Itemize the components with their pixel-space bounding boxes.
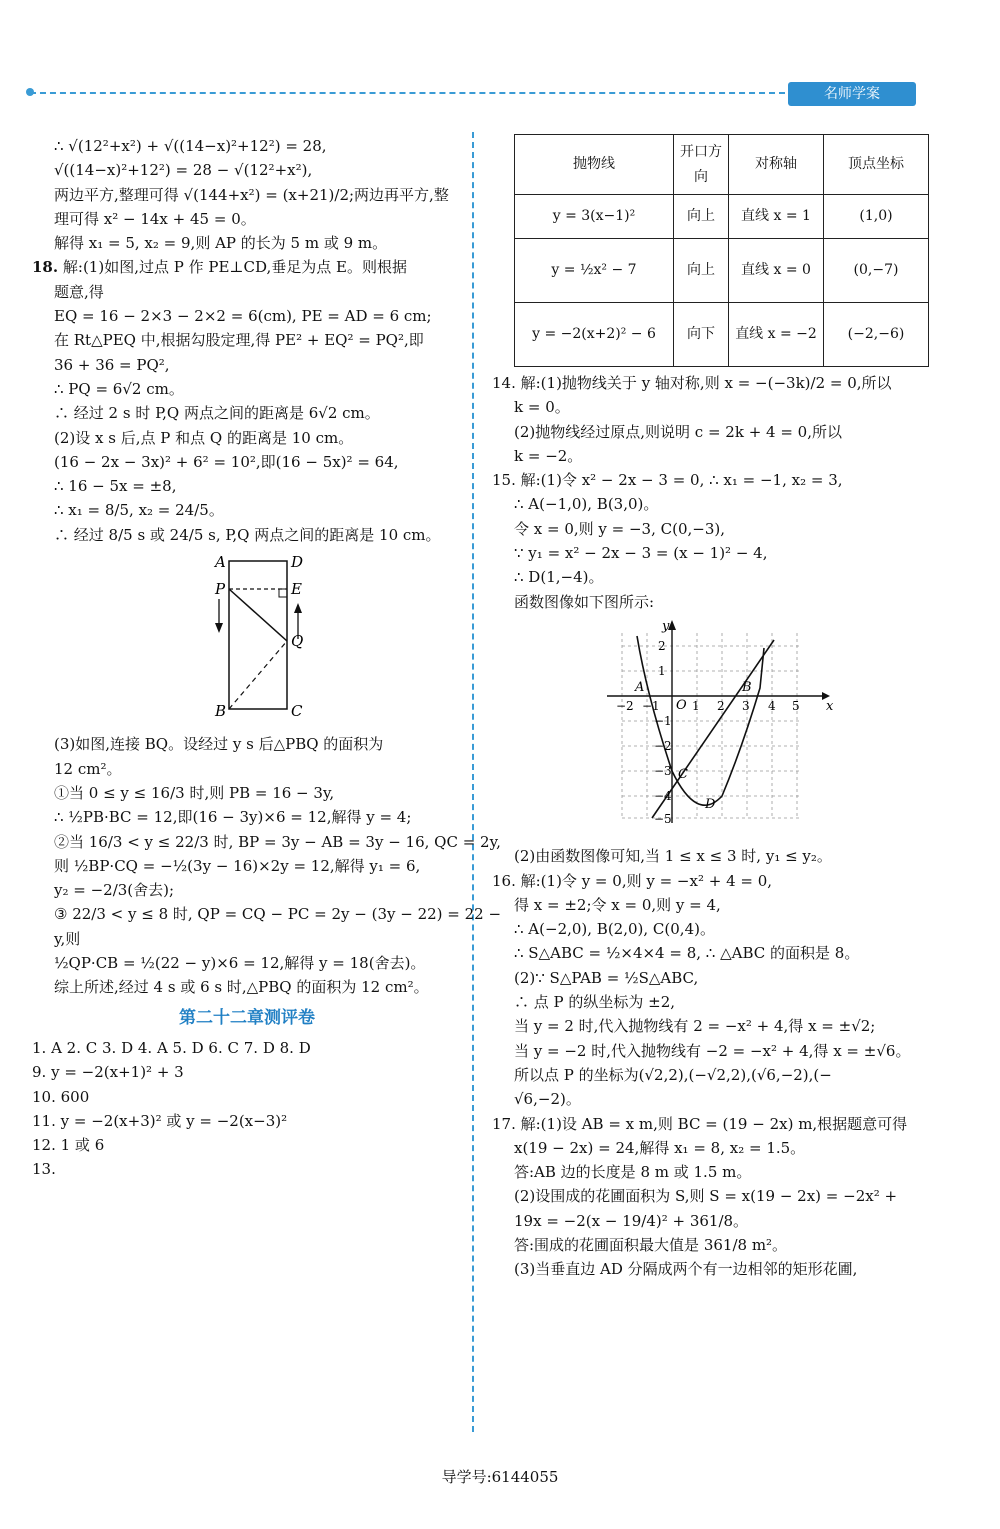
text-line: ①当 0 ≤ y ≤ 16/3 时,则 PB = 16 − 3y,: [54, 783, 335, 802]
point-d-label: D: [705, 796, 716, 812]
point-a-label: A: [635, 679, 645, 695]
geometry-diagram: [32, 551, 462, 721]
text-line: ∴ PQ = 6√2 cm。: [54, 379, 184, 398]
right-column: [492, 134, 932, 1282]
table-cell: (−2,−6): [824, 303, 929, 367]
table-row: [515, 303, 929, 367]
text-line: ∴ D(1,−4)。: [514, 568, 604, 587]
text-line: 两边平方,整理可得 √(144+x²) = (x+21)/2;两边再平方,整: [54, 185, 449, 204]
text-line: 16. 解:(1)令 y = 0,则 y = −x² + 4 = 0,: [492, 871, 773, 890]
text-line: ∴ 经过 8/5 s 或 24/5 s, P,Q 两点之间的距离是 10 cm。: [54, 525, 441, 544]
text-line: 则 ½BP·CQ = −½(3y − 16)×2y = 12,解得 y₁ = 6,: [54, 856, 421, 875]
point-c-label: C: [678, 766, 688, 782]
text-line: 17. 解:(1)设 AB = x m,则 BC = (19 − 2x) m,根据题意可得: [492, 1114, 908, 1133]
text-line: 得 x = ±2;令 x = 0,则 y = 4,: [514, 895, 721, 914]
table-cell: y = −2(x+2)² − 6: [515, 303, 674, 367]
label-q: Q: [291, 632, 304, 651]
text-line: k = −2。: [514, 446, 583, 465]
brand-badge: 名师学案: [788, 82, 916, 106]
label-b: B: [215, 702, 227, 721]
axis-y-label: y: [662, 618, 670, 634]
text-line: ∴ S△ABC = ½×4×4 = 8, ∴ △ABC 的面积是 8。: [514, 944, 860, 963]
question-18: [32, 255, 462, 279]
text-line: 在 Rt△PEQ 中,根据勾股定理,得 PE² + EQ² = PQ²,即: [54, 331, 424, 350]
text-line: 解得 x₁ = 5, x₂ = 9,则 AP 的长为 5 m 或 9 m。: [54, 234, 388, 253]
text-line: √((14−x)²+12²) = 28 − √(12²+x²),: [54, 161, 313, 180]
function-graph: [492, 618, 932, 840]
label-p: P: [215, 580, 226, 599]
text-line: √6,−2)。: [514, 1090, 581, 1109]
text-line: ②当 16/3 < y ≤ 22/3 时, BP = 3y − AB = 3y − 16, QC = 2y,: [54, 832, 501, 851]
label-a: A: [215, 553, 226, 572]
label-e: E: [291, 580, 302, 599]
text-line: (3)当垂直边 AD 分隔成两个有一边相邻的矩形花圃,: [514, 1260, 858, 1279]
text-line: 19x = −2(x − 19/4)² + 361/8。: [514, 1211, 749, 1230]
text-line: (16 − 2x − 3x)² + 6² = 10²,即(16 − 5x)² = 64,: [54, 452, 399, 471]
text-line: (2)设 x s 后,点 P 和点 Q 的距离是 10 cm。: [54, 428, 354, 447]
answer-line: 10. 600: [32, 1087, 90, 1106]
x-tick: 4: [768, 698, 776, 713]
parabola-graph: [492, 618, 932, 833]
text-line: 14. 解:(1)抛物线关于 y 轴对称,则 x = −(−3k)/2 = 0,所以: [492, 374, 892, 392]
label-c: C: [291, 702, 303, 721]
text-line: (2)抛物线经过原点,则说明 c = 2k + 4 = 0,所以: [514, 422, 842, 441]
text-line: x(19 − 2x) = 24,解得 x₁ = 8, x₂ = 1.5。: [514, 1138, 806, 1157]
point-b-label: B: [742, 679, 752, 695]
text-line: 答:围成的花圃面积最大值是 361/8 m²。: [514, 1236, 788, 1255]
text-line: (2)∵ S△PAB = ½S△ABC,: [514, 968, 699, 987]
axis-x-label: x: [826, 698, 834, 714]
text-line: ∵ y₁ = x² − 2x − 3 = (x − 1)² − 4,: [514, 544, 768, 563]
table-header: 开口方向: [674, 135, 729, 195]
text-line: 15. 解:(1)令 x² − 2x − 3 = 0, ∴ x₁ = −1, x₂ = 3,: [492, 471, 843, 490]
table-cell: 直线 x = −2: [729, 303, 824, 367]
table-cell: 向下: [674, 303, 729, 367]
table-cell: 直线 x = 1: [729, 195, 824, 239]
text-line: y,则: [54, 929, 81, 948]
x-tick: 1: [692, 698, 700, 713]
table-cell: y = 3(x−1)²: [515, 195, 674, 239]
answer-line: 9. y = −2(x+1)² + 3: [32, 1063, 184, 1082]
x-tick: 5: [792, 698, 800, 713]
y-tick: 2: [658, 638, 666, 653]
text-line: ½QP·CB = ½(22 − y)×6 = 12,解得 y = 18(舍去)。: [54, 954, 426, 973]
table-cell: 向上: [674, 195, 729, 239]
text-line: 当 y = −2 时,代入抛物线有 −2 = −x² + 4,得 x = ±√6。: [514, 1041, 911, 1060]
x-tick: 2: [717, 698, 725, 713]
x-tick: 3: [742, 698, 750, 713]
table-cell: 向上: [674, 239, 729, 303]
y-tick: −1: [654, 713, 672, 728]
table-header: 对称轴: [729, 135, 824, 195]
table-header: 抛物线: [515, 135, 674, 195]
text-line: 12 cm²。: [54, 759, 122, 778]
table-cell: 直线 x = 0: [729, 239, 824, 303]
origin-label: O: [676, 697, 687, 713]
rectangle-figure: [32, 551, 462, 728]
text-line: 令 x = 0,则 y = −3, C(0,−3),: [514, 519, 726, 538]
text-line: ③ 22/3 < y ≤ 8 时, QP = CQ − PC = 2y − (3y − 22) = 22 −: [54, 905, 502, 924]
y-tick: 1: [658, 663, 666, 678]
page-footer: 导学号:6144055: [441, 1468, 559, 1486]
answer-line: 11. y = −2(x+3)² 或 y = −2(x−3)²: [32, 1111, 288, 1130]
text-line: 36 + 36 = PQ²,: [54, 355, 170, 374]
table-cell: (1,0): [824, 195, 929, 239]
text-line: ∴ √(12²+x²) + √((14−x)²+12²) = 28,: [54, 137, 327, 155]
question-number: 18.: [32, 258, 59, 277]
answer-line: 12. 1 或 6: [32, 1136, 105, 1155]
text-line: 函数图像如下图所示:: [514, 592, 655, 611]
left-column: [32, 134, 502, 1182]
text-line: 理可得 x² − 14x + 45 = 0。: [54, 209, 256, 228]
text-line: (2)由函数图像可知,当 1 ≤ x ≤ 3 时, y₁ ≤ y₂。: [514, 847, 832, 866]
text-line: k = 0。: [514, 398, 570, 417]
text-line: (3)如图,连接 BQ。设经过 y s 后△PBQ 的面积为: [54, 735, 384, 754]
text-line: 所以点 P 的坐标为(√2,2),(−√2,2),(√6,−2),(−: [514, 1065, 832, 1084]
text-line: 题意,得: [54, 282, 104, 301]
text-line: y₂ = −2/3(舍去);: [54, 881, 175, 900]
text-line: ∴ A(−1,0), B(3,0)。: [514, 495, 659, 514]
text-line: ∴ ½PB·BC = 12,即(16 − 3y)×6 = 12,解得 y = 4;: [54, 808, 412, 827]
text-line: ∴ x₁ = 8/5, x₂ = 24/5。: [54, 501, 224, 520]
text-line: ∴ 经过 2 s 时 P,Q 两点之间的距离是 6√2 cm。: [54, 404, 380, 423]
y-tick: −4: [654, 788, 672, 803]
text-line: 综上所述,经过 4 s 或 6 s 时,△PBQ 的面积为 12 cm²。: [54, 978, 429, 997]
table-header: 顶点坐标: [824, 135, 929, 195]
y-tick: −3: [654, 763, 672, 778]
text-line: ∴ 点 P 的纵坐标为 ±2,: [514, 993, 676, 1012]
text-line: ∴ 16 − 5x = ±8,: [54, 477, 177, 496]
header-rule: [30, 92, 785, 94]
y-tick: −5: [654, 811, 672, 826]
label-d: D: [291, 553, 304, 572]
text-line: 解:(1)如图,过点 P 作 PE⊥CD,垂足为点 E。则根据: [62, 258, 407, 277]
answer-line: 1. A 2. C 3. D 4. A 5. D 6. C 7. D 8. D: [32, 1038, 311, 1057]
column-divider: [472, 132, 474, 1432]
x-tick: −2: [616, 698, 634, 713]
table-cell: (0,−7): [824, 239, 929, 303]
text-line: ∴ A(−2,0), B(2,0), C(0,4)。: [514, 920, 715, 939]
table-row: [515, 239, 929, 303]
y-tick: −2: [654, 738, 672, 753]
section-title: 第二十二章测评卷: [179, 1007, 315, 1028]
text-line: (2)设围成的花圃面积为 S,则 S = x(19 − 2x) = −2x² +: [514, 1187, 898, 1206]
text-line: EQ = 16 − 2×3 − 2×2 = 6(cm), PE = AD = 6 cm;: [54, 307, 432, 326]
parabola-table: [514, 134, 929, 367]
table-cell: y = ½x² − 7: [515, 239, 674, 303]
answer-line: 13.: [32, 1160, 56, 1179]
text-line: 当 y = 2 时,代入抛物线有 2 = −x² + 4,得 x = ±√2;: [514, 1017, 876, 1036]
x-tick: −1: [642, 698, 660, 713]
text-line: 答:AB 边的长度是 8 m 或 1.5 m。: [514, 1163, 752, 1182]
table-row: [515, 195, 929, 239]
